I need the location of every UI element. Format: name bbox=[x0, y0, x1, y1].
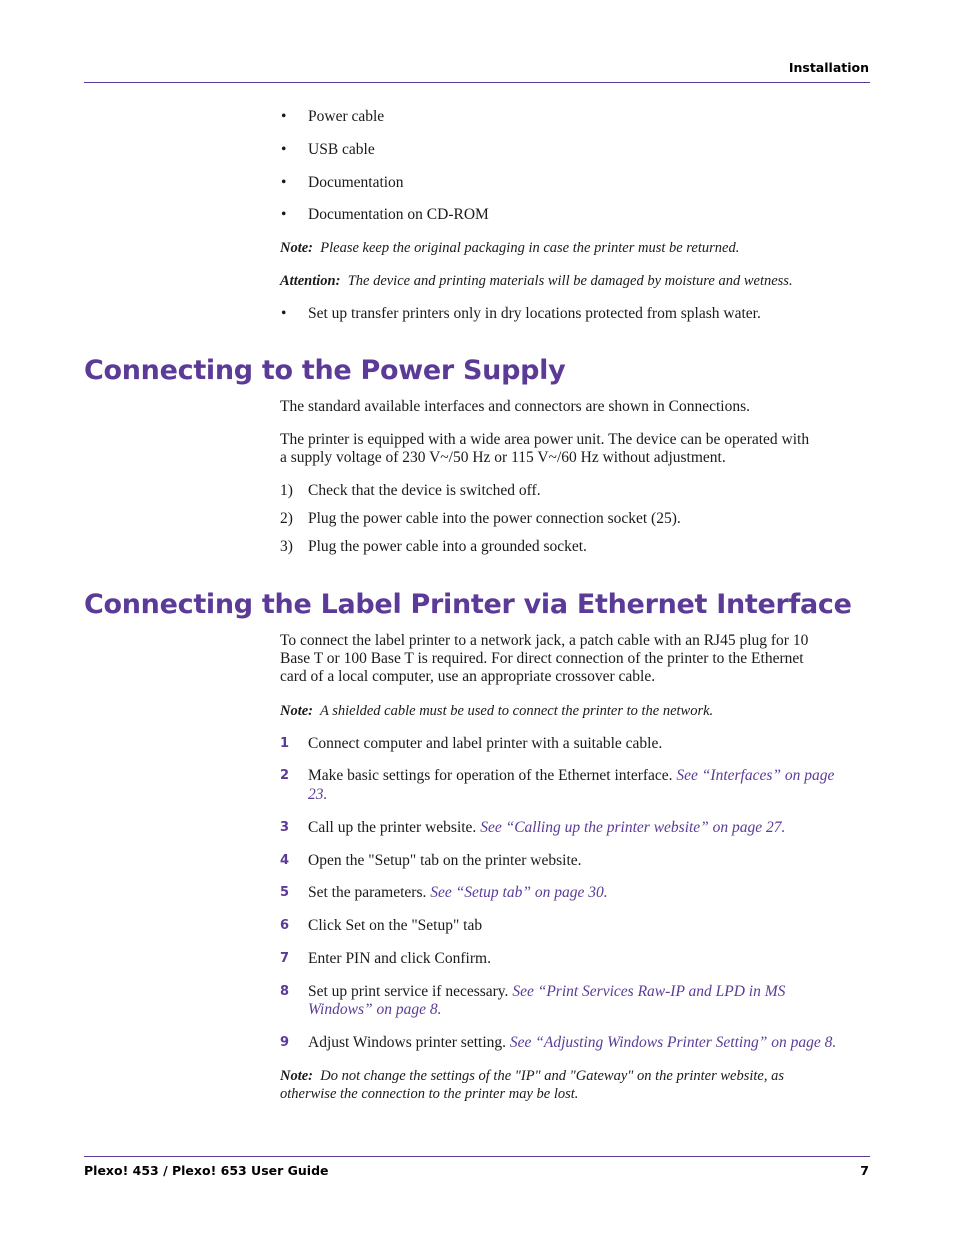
step-item bbox=[308, 819, 870, 837]
attention-label: Attention: bbox=[280, 273, 341, 289]
cross-reference-link[interactable]: See “Adjusting Windows Printer Setting” on page 8. bbox=[509, 1034, 837, 1051]
bullet-marker: • bbox=[281, 206, 287, 223]
list-item: USB cable bbox=[308, 141, 375, 158]
note-text: A shielded cable must be used to connect the printer to the network. bbox=[320, 703, 714, 719]
cross-reference-link[interactable]: See “Setup tab” on page 30. bbox=[430, 884, 608, 901]
list-item: Documentation on CD-ROM bbox=[308, 206, 489, 223]
step-text: Call up the printer website. bbox=[308, 819, 481, 836]
step-number: 5 bbox=[280, 885, 290, 900]
step-text: Open the "Setup" tab on the printer website. bbox=[308, 852, 582, 869]
step-number: 1 bbox=[280, 736, 290, 751]
step-number: 8 bbox=[280, 984, 290, 999]
bullet-marker: • bbox=[281, 141, 287, 158]
list-item: Documentation bbox=[308, 174, 404, 191]
step-text: Make basic settings for operation of the Ethernet interface. bbox=[308, 767, 677, 784]
step-number: 1) bbox=[280, 482, 293, 499]
footer-title: Plexo! 453 / Plexo! 653 User Guide bbox=[84, 1163, 329, 1178]
list-item: Power cable bbox=[308, 108, 385, 125]
note-shielded-cable bbox=[280, 702, 870, 720]
note-packaging bbox=[280, 239, 870, 257]
step-item bbox=[308, 767, 870, 785]
bullet-marker: • bbox=[281, 305, 287, 322]
step-text: Connect computer and label printer with a suitable cable. bbox=[308, 735, 663, 752]
section-title-ethernet: Connecting the Label Printer via Ethernet Interface bbox=[84, 589, 852, 620]
step-number: 6 bbox=[280, 918, 290, 933]
step-text: Set the parameters. bbox=[308, 884, 431, 901]
header-rule bbox=[84, 82, 870, 83]
step-number: 3) bbox=[280, 538, 293, 555]
attention-text: The device and printing materials will be damaged by moisture and wetness. bbox=[347, 273, 793, 289]
step-number: 4 bbox=[280, 853, 290, 868]
step-number: 2) bbox=[280, 510, 293, 527]
note-label: Note: bbox=[280, 703, 314, 719]
note-text: Please keep the original packaging in case the printer must be returned. bbox=[320, 240, 740, 256]
cross-reference-link[interactable]: See “Calling up the printer website” on page 27. bbox=[480, 819, 786, 836]
note-text-line: otherwise the connection to the printer may be lost. bbox=[280, 1086, 579, 1102]
running-header: Installation bbox=[788, 60, 869, 75]
step-text: Enter PIN and click Confirm. bbox=[308, 950, 491, 967]
step-number: 2 bbox=[280, 768, 290, 783]
note-text: Do not change the settings of the "IP" and "Gateway" on the printer website, as bbox=[320, 1068, 784, 1084]
note-label: Note: bbox=[280, 1068, 314, 1084]
paragraph: The standard available interfaces and connectors are shown in Connections. bbox=[280, 398, 750, 415]
step-number: 9 bbox=[280, 1035, 290, 1050]
step-item bbox=[308, 1034, 870, 1052]
step-text: Click Set on the "Setup" tab bbox=[308, 917, 483, 934]
paragraph-line: To connect the label printer to a network jack, a patch cable with an RJ45 plug for 10 bbox=[280, 632, 809, 649]
cross-reference-link[interactable]: See “Print Services Raw-IP and LPD in MS bbox=[512, 983, 786, 1000]
paragraph-line: a supply voltage of 230 V~/50 Hz or 115 V~/60 Hz without adjustment. bbox=[280, 449, 726, 466]
footer-rule bbox=[84, 1156, 870, 1157]
step-text: Plug the power cable into the power connection socket (25). bbox=[308, 510, 681, 527]
step-text: Check that the device is switched off. bbox=[308, 482, 541, 499]
cross-reference-link[interactable]: Windows” on page 8. bbox=[308, 1001, 442, 1018]
step-item bbox=[308, 983, 870, 1001]
paragraph-line: Base T or 100 Base T is required. For direct connection of the printer to the Ethernet bbox=[280, 650, 804, 667]
paragraph-line: The printer is equipped with a wide area power unit. The device can be operated with bbox=[280, 431, 810, 448]
list-item: Set up transfer printers only in dry locations protected from splash water. bbox=[308, 305, 761, 322]
cross-reference-link[interactable]: See “Interfaces” on page bbox=[676, 767, 835, 784]
paragraph-line: card of a local computer, use an appropriate crossover cable. bbox=[280, 668, 656, 685]
note-label: Note: bbox=[280, 240, 314, 256]
step-text: Plug the power cable into a grounded socket. bbox=[308, 538, 587, 555]
bullet-marker: • bbox=[281, 108, 287, 125]
note-ip-gateway bbox=[280, 1067, 870, 1085]
section-title-power-supply: Connecting to the Power Supply bbox=[84, 355, 566, 386]
cross-reference-link[interactable]: 23. bbox=[308, 786, 328, 803]
bullet-marker: • bbox=[281, 174, 287, 191]
step-text: Adjust Windows printer setting. bbox=[308, 1034, 510, 1051]
page-number: 7 bbox=[860, 1163, 869, 1178]
step-number: 3 bbox=[280, 820, 290, 835]
attention-moisture bbox=[280, 272, 870, 290]
step-text: Set up print service if necessary. bbox=[308, 983, 513, 1000]
step-item bbox=[308, 884, 870, 902]
step-number: 7 bbox=[280, 951, 290, 966]
